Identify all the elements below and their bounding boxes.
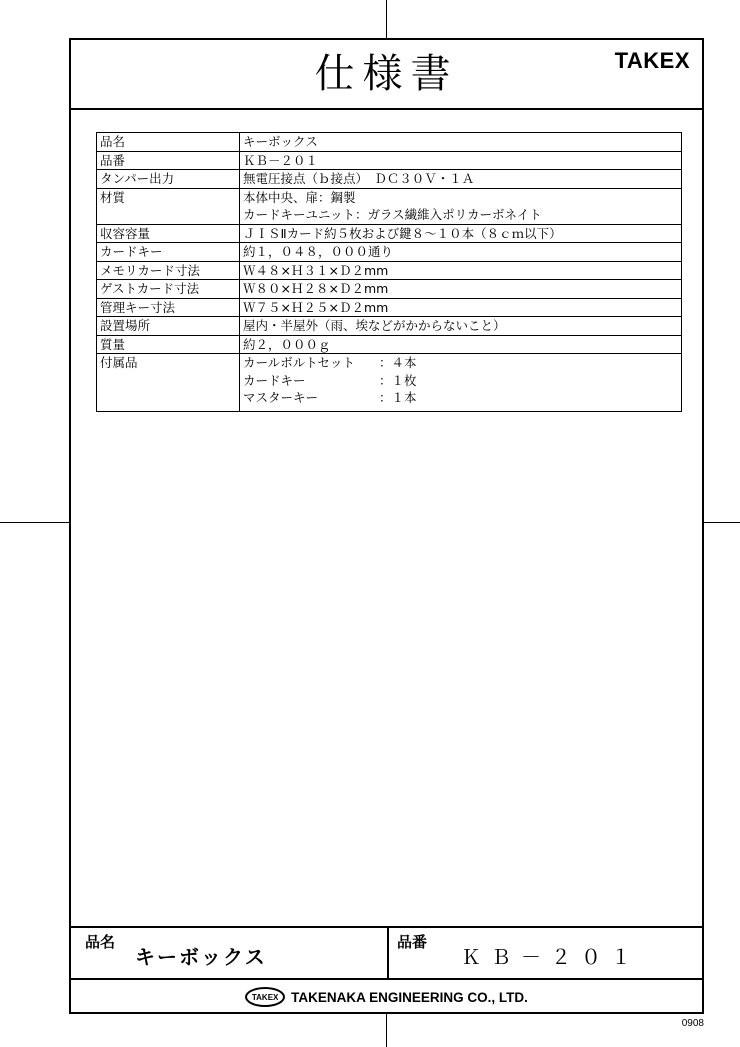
spec-label: メモリカード寸法 [97,261,240,280]
spec-label: 品番 [97,151,240,170]
accessory-name: マスターキー [243,390,319,405]
spec-value-line: 屋内・半屋外（雨、埃などがかからないこと） [243,318,506,333]
spec-value-line: Ｗ７５×Ｈ２５×Ｄ２mm [243,299,389,315]
accessory-name: カールボルトセット [243,355,355,370]
accessory-name: カードキー [243,372,306,388]
accessory-qty: ：１枚 [379,372,417,388]
footer-name-value: キーボックス [135,945,267,969]
spec-value-line: 無電圧接点（ｂ接点） ＤＣ３０Ｖ・１Ａ [243,171,475,186]
spec-row [97,151,682,170]
spec-value-line: 本体中央、扉：鋼製 [243,189,356,205]
spec-row [97,224,682,243]
crop-mark-top [386,0,387,38]
spec-label: ゲストカード寸法 [97,280,240,299]
spec-value [240,243,682,262]
footer-code-label: 品番 [397,933,428,951]
spec-value [240,280,682,299]
brand-logo: TAKEX [614,48,690,73]
crop-mark-bottom [386,1014,387,1047]
accessory-item [243,354,678,372]
footer-divider-bottom [71,978,702,980]
spec-value [240,224,682,243]
spec-label: 管理キー寸法 [97,298,240,317]
spec-value [240,335,682,354]
company-logo-icon: TAKEX [245,987,285,1007]
spec-row [97,261,682,280]
spec-sheet [69,38,704,1014]
spec-value-line: ＫＢ－２０１ [243,152,319,168]
page-title: 仕様書 [314,51,459,97]
spec-label: 収容容量 [97,224,240,243]
accessory-qty: ：４本 [379,355,417,370]
spec-value [240,188,682,224]
accessory-item [243,372,678,390]
spec-label: 質量 [97,335,240,354]
spec-row [97,335,682,354]
footer-divider-vertical [387,926,389,980]
spec-label: 設置場所 [97,317,240,336]
spec-value-line: 約２，０００ｇ [243,336,331,352]
spec-value [240,133,682,152]
spec-row-accessories [97,354,682,412]
spec-value [240,151,682,170]
spec-value-line: キーボックス [243,134,318,149]
spec-value-line: カードキーユニット：ガラス繊維入ポリカーボネイト [243,207,542,222]
spec-row [97,280,682,299]
crop-mark-left [0,522,69,523]
company-footer [71,984,702,1010]
spec-label: 品名 [97,133,240,152]
spec-value-line: Ｗ４８×Ｈ３１×Ｄ２mm [243,262,389,278]
spec-label: カードキー [97,243,240,262]
document-code: 0908 [681,1018,704,1029]
footer-code-value: ＫＢ－２０１ [461,945,641,969]
spec-row [97,188,682,224]
spec-value [240,298,682,317]
spec-row [97,298,682,317]
spec-label: 付属品 [97,354,240,412]
spec-value [240,170,682,189]
spec-value-line: Ｗ８０×Ｈ２８×Ｄ２mm [243,281,389,296]
sheet-header [71,40,702,110]
spec-label: タンパー出力 [97,170,240,189]
spec-value [240,261,682,280]
crop-mark-right [704,522,740,523]
accessories-list [240,354,682,412]
spec-row [97,133,682,152]
spec-value [240,317,682,336]
spec-row [97,243,682,262]
footer-name-label: 品名 [85,933,116,951]
spec-row [97,317,682,336]
company-name: TAKENAKA ENGINEERING CO., LTD. [291,989,528,1005]
spec-label: 材質 [97,188,240,224]
accessory-qty: ：１本 [379,390,417,405]
spec-value-line: ＪＩＳⅡカード約５枚および鍵８～１０本（８ｃｍ以下） [243,225,562,241]
spec-row [97,170,682,189]
spec-table [96,132,682,412]
accessory-item [243,389,678,407]
spec-value-line: 約１，０４８，０００通り [243,244,394,259]
